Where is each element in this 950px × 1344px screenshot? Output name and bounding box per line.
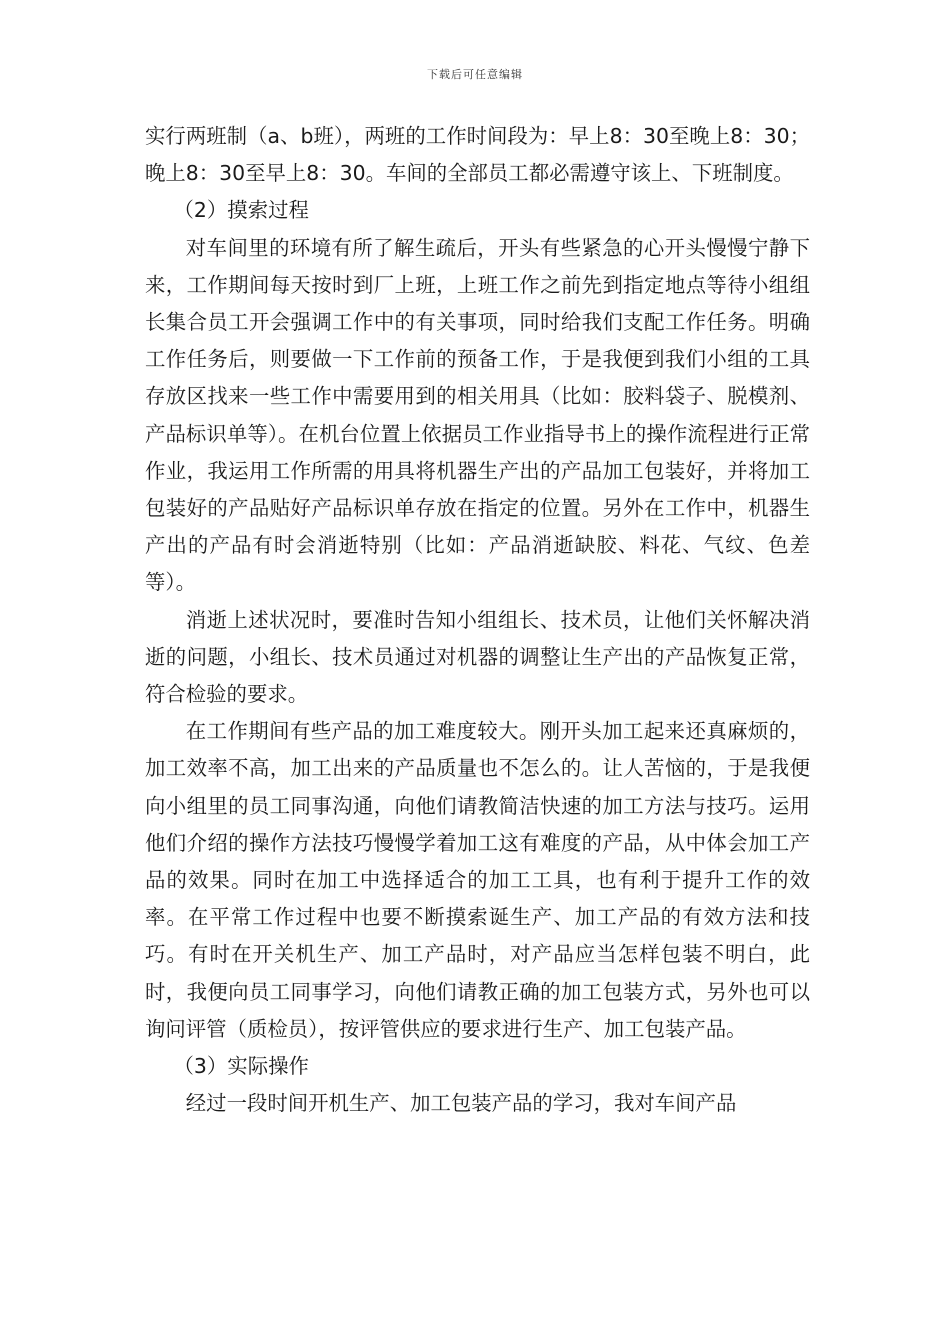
paragraph: 对车间里的环境有所了解生疏后，开头有些紧急的心开头慢慢宁静下来，工作期间每天按时到厂上班，上班工作之前先到指定地点等待小组组长集合员工开会强调工作中的有关事项，同时给我们支配工作任务。明确工作任务后，则要做一下工作前的预备工作，于是我便到我们小组的工具存放区找来一些工作中需要用到的相关用具（比如：胶料袋子、脱模剂、产品标识单等）。在机台位置上依据员工作业指导书上的操作流程进行正常作业，我运用工作所需的用具将机器生产出的产品加工包装好，并将加工包装好的产品贴好产品标识单存放在指定的位置。另外在工作中，机器生产出的产品有时会消逝特别（比如：产品消逝缺胶、料花、气纹、色差等）。 — [145, 235, 810, 595]
page-header-note: 下载后可任意编辑 — [427, 68, 523, 81]
section-heading: （2）摸索过程 — [173, 198, 309, 223]
paragraph: 经过一段时间开机生产、加工包装产品的学习，我对车间产品 — [185, 1091, 737, 1116]
paragraph: 在工作期间有些产品的加工难度较大。刚开头加工起来还真麻烦的，加工效率不高，加工出来的产品质量也不怎么的。让人苦恼的，于是我便向小组里的员工同事沟通，向他们请教简洁快速的加工方法与技巧。运用他们介绍的操作方法技巧慢慢学着加工这有难度的产品，从中体会加工产品的效果。同时在加工中选择适合的加工工具，也有利于提升工作的效率。在平常工作过程中也要不断摸索诞生产、加工产品的有效方法和技巧。有时在开关机生产、加工产品时，对产品应当怎样包装不明白，此时，我便向员工同事学习，向他们请教正确的加工包装方式，另外也可以询问评管（质检员），按评管供应的要求进行生产、加工包装产品。 — [145, 719, 810, 1041]
paragraph: 实行两班制（a、b班），两班的工作时间段为：早上8：30至晚上8：30；晚上8：30至早上8：30。车间的全部员工都必需遵守该上、下班制度。 — [145, 124, 810, 186]
paragraph: 消逝上述状况时，要准时告知小组组长、技术员，让他们关怀解决消逝的问题，小组长、技术员通过对机器的调整让生产出的产品恢复正常，符合检验的要求。 — [145, 607, 810, 707]
document-body — [145, 118, 810, 1122]
section-heading: （3）实际操作 — [173, 1054, 309, 1079]
